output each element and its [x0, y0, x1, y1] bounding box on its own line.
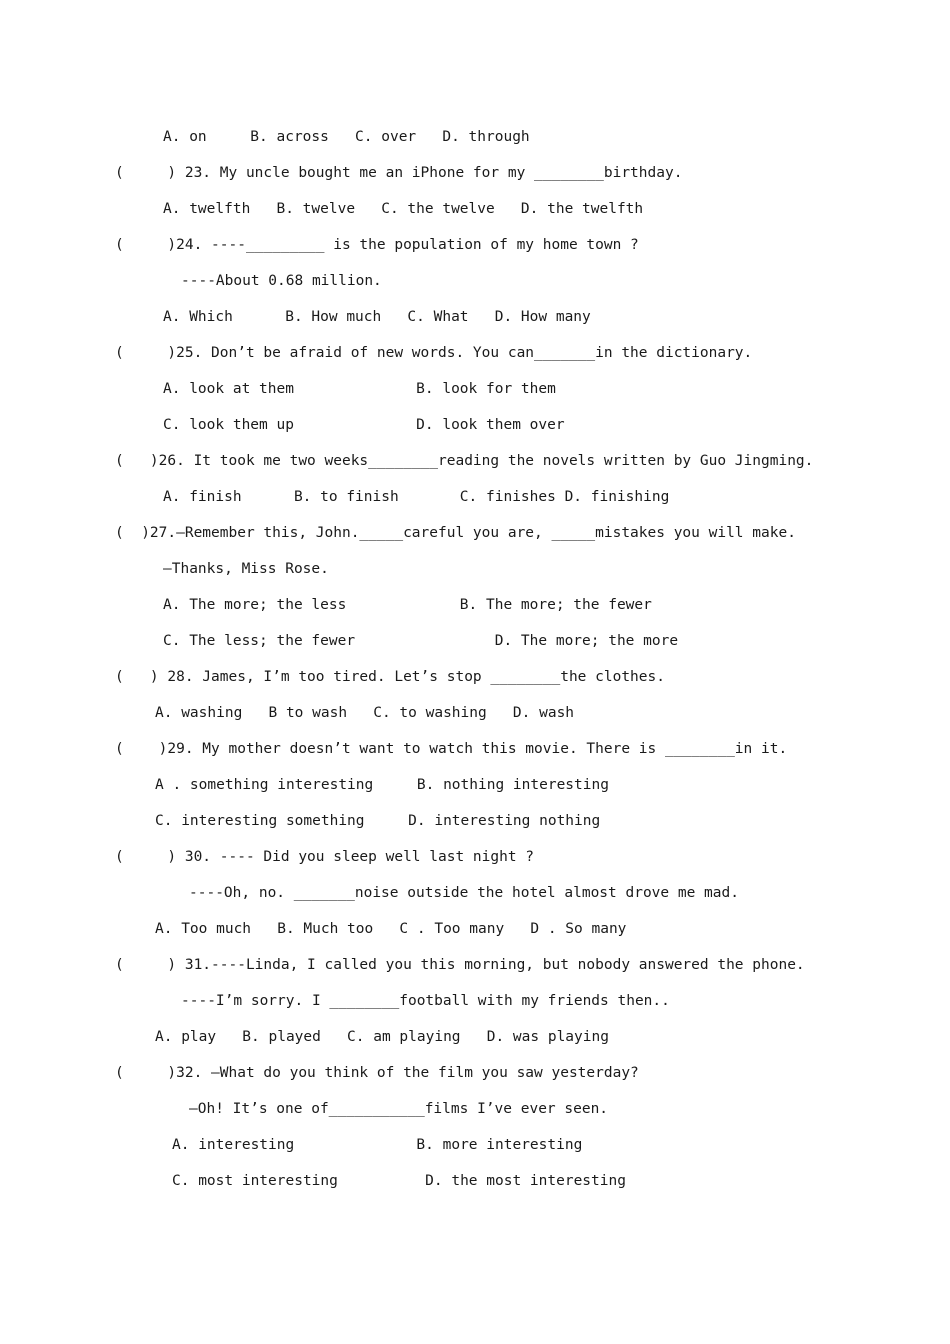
q32-options-cd: C. most interesting D. the most interesting — [172, 1173, 626, 1189]
q27-reply: —Thanks, Miss Rose. — [163, 561, 329, 577]
q29-options-ab: A . something interesting B. nothing interesting — [155, 777, 609, 793]
q26-question: ( )26. It took me two weeks________reading the novels written by Guo Jingming. — [115, 453, 814, 469]
q27-question: ( )27.—Remember this, John._____careful you are, _____mistakes you will make. — [115, 525, 796, 541]
q29-options-cd: C. interesting something D. interesting nothing — [155, 813, 601, 829]
q24-answer-line: ----About 0.68 million. — [181, 273, 382, 289]
q31-answer-line: ----I’m sorry. I ________football with my friends then.. — [181, 993, 670, 1009]
q28-options: A. washing B to wash C. to washing D. wash — [155, 705, 575, 721]
q24-options: A. Which B. How much C. What D. How many — [163, 309, 591, 325]
q25-question: ( )25. Don’t be afraid of new words. You can_______in the dictionary. — [115, 345, 753, 361]
q25-options-cd: C. look them up D. look them over — [163, 417, 565, 433]
q22-options: A. on B. across C. over D. through — [163, 129, 530, 145]
q28-question: ( ) 28. James, I’m too tired. Let’s stop ________the clothes. — [115, 669, 665, 685]
q25-options-ab: A. look at them B. look for them — [163, 381, 556, 397]
q27-options-cd: C. The less; the fewer D. The more; the more — [163, 633, 679, 649]
q26-options: A. finish B. to finish C. finishes D. finishing — [163, 489, 670, 505]
q30-answer-line: ----Oh, no. _______noise outside the hotel almost drove me mad. — [189, 885, 739, 901]
q30-options: A. Too much B. Much too C . Too many D . So many — [155, 921, 627, 937]
q24-question: ( )24. ----_________ is the population of my home town ? — [115, 237, 639, 253]
q32-options-ab: A. interesting B. more interesting — [172, 1137, 583, 1153]
q27-options-ab: A. The more; the less B. The more; the fewer — [163, 597, 652, 613]
q31-options: A. play B. played C. am playing D. was playing — [155, 1029, 609, 1045]
q23-question: ( ) 23. My uncle bought me an iPhone for my ________birthday. — [115, 165, 683, 181]
q31-question: ( ) 31.----Linda, I called you this morning, but nobody answered the phone. — [115, 957, 805, 973]
q23-options: A. twelfth B. twelve C. the twelve D. the twelfth — [163, 201, 644, 217]
q30-question: ( ) 30. ---- Did you sleep well last night ? — [115, 849, 535, 865]
q32-question: ( )32. —What do you think of the film you saw yesterday? — [115, 1065, 639, 1081]
q32-answer-line: —Oh! It’s one of___________films I’ve ever seen. — [189, 1101, 609, 1117]
q29-question: ( )29. My mother doesn’t want to watch this movie. There is ________in it. — [115, 741, 788, 757]
